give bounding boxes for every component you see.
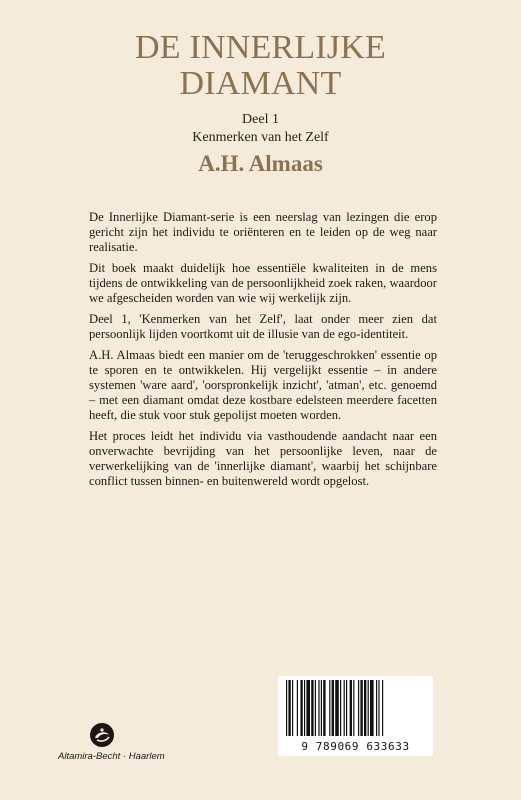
blurb-text bbox=[89, 210, 437, 495]
book-title bbox=[0, 30, 521, 102]
publisher-name: Altamira-Becht · Haarlem bbox=[58, 751, 165, 762]
blurb-paragraph-4: A.H. Almaas biedt een manier om de 'teruggeschrokken' essentie op te sporen en te ontwikkelen. Hij vergelijkt essentie – in andere systemen 'ware aard', 'oorspronkelijk inzicht', 'atman', etc. genoemd – met een diamant omdat deze kostbare edelsteen meerdere facetten heeft, die stuk voor stuk gepolijst moeten worden. bbox=[89, 348, 437, 422]
blurb-paragraph-2: Dit boek maakt duidelijk hoe essentiële kwaliteiten in de mens tijdens de ontwikkeling van de persoonlijkheid zoek raken, waardoor we afgescheiden worden van wie wij werkelijk zijn. bbox=[89, 261, 437, 305]
title-line-1: DE INNERLIJKE bbox=[135, 29, 386, 66]
isbn-number: 9 789069 633633 bbox=[301, 740, 410, 753]
barcode bbox=[278, 676, 433, 756]
title-line-2: DIAMANT bbox=[179, 65, 342, 102]
swirl-logo-icon bbox=[89, 722, 115, 748]
blurb-paragraph-1: De Innerlijke Diamant-serie is een neerslag van lezingen die erop gericht zijn het individu te oriënteren en te leiden op de weg naar realisatie. bbox=[89, 210, 437, 254]
barcode-bars bbox=[278, 676, 433, 740]
blurb-paragraph-3: Deel 1, 'Kenmerken van het Zelf', laat onder meer zien dat persoonlijk lijden voortkomt uit de illusie van de ego-identiteit. bbox=[89, 312, 437, 341]
subtitle: Kenmerken van het Zelf bbox=[192, 130, 329, 145]
part-label: Deel 1 bbox=[242, 112, 279, 127]
blurb-paragraph-5: Het proces leidt het individu via vasthoudende aandacht naar een onverwachte bevrijding van het persoonlijke leven, naar de verwerkelijking van de 'innerlijke diamant', waarbij het schijnbare conflict tussen binnen- en buitenwereld wordt opgelost. bbox=[89, 429, 437, 488]
author-name: A.H. Almaas bbox=[198, 151, 323, 176]
